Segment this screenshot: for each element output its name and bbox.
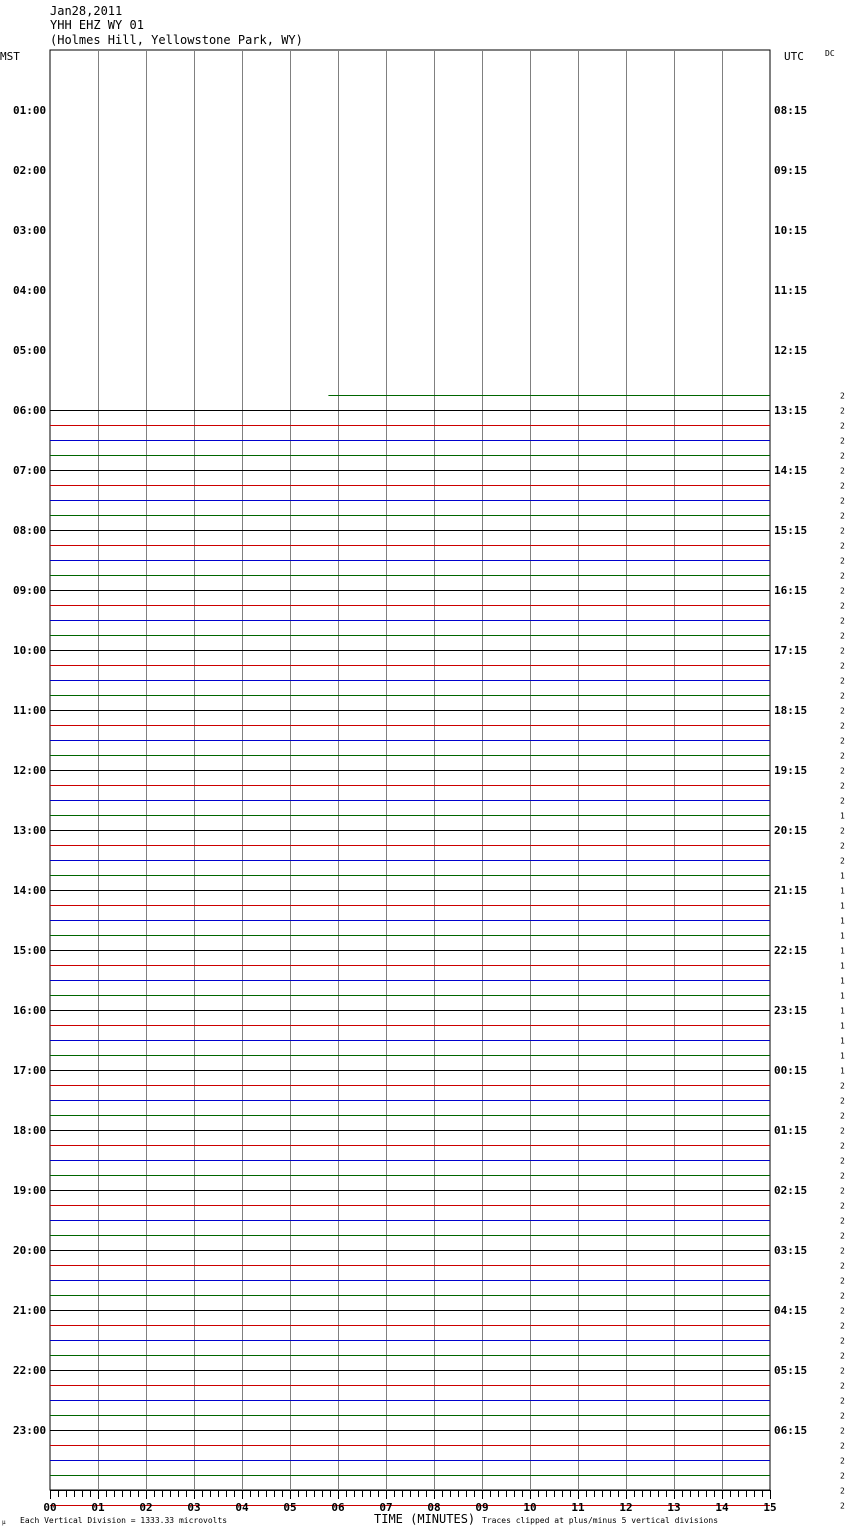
x-tick-label: 11: [571, 1501, 585, 1514]
hour-label-utc: 04:15: [774, 1304, 808, 1317]
hour-label-mst: 10:00: [13, 644, 47, 657]
trace-value-label: 2: [840, 511, 845, 521]
hour-label-mst: 18:00: [13, 1124, 47, 1137]
trace-value-label: 2: [840, 856, 845, 866]
trace-value-label: 2: [840, 1306, 845, 1316]
left-axis-title: MST: [0, 50, 20, 63]
x-tick-label: 01: [91, 1501, 105, 1514]
trace-value-label: 1: [840, 1021, 845, 1031]
hour-label-utc: 14:15: [774, 464, 808, 477]
x-tick-label: 05: [283, 1501, 297, 1514]
hour-label-mst: 08:00: [13, 524, 47, 537]
trace-value-label: 2: [840, 1501, 845, 1511]
trace-value-label: 2: [840, 1276, 845, 1286]
x-tick-label: 03: [187, 1501, 201, 1514]
trace-value-label: 2: [840, 1351, 845, 1361]
trace-value-label: 2: [840, 1381, 845, 1391]
trace-value-label: 1: [840, 1066, 845, 1076]
trace-value-label: 2: [840, 1441, 845, 1451]
trace-value-label: 2: [840, 646, 845, 656]
hour-label-utc: 09:15: [774, 164, 808, 177]
hour-label-mst: 16:00: [13, 1004, 47, 1017]
x-tick-label: 13: [667, 1501, 681, 1514]
hour-label-mst: 02:00: [13, 164, 47, 177]
trace-value-label: 2: [840, 601, 845, 611]
trace-value-label: 2: [840, 721, 845, 731]
trace-value-label: 2: [840, 526, 845, 536]
trace-value-label: 1: [840, 931, 845, 941]
trace-value-label: 1: [840, 811, 845, 821]
hour-label-mst: 22:00: [13, 1364, 47, 1377]
hour-label-mst: 14:00: [13, 884, 47, 897]
hour-label-utc: 22:15: [774, 944, 808, 957]
trace-value-label: 1: [840, 976, 845, 986]
trace-value-label: 2: [840, 781, 845, 791]
station-code: YHH EHZ WY 01: [50, 18, 144, 32]
trace-value-label: 1: [840, 886, 845, 896]
hour-label-mst: 06:00: [13, 404, 47, 417]
trace-value-label: 2: [840, 1156, 845, 1166]
hour-label-utc: 16:15: [774, 584, 808, 597]
x-tick-label: 12: [619, 1501, 633, 1514]
x-tick-label: 04: [235, 1501, 249, 1514]
trace-value-label: 2: [840, 631, 845, 641]
trace-value-label: 2: [840, 841, 845, 851]
trace-value-label: 2: [840, 1261, 845, 1271]
hour-label-mst: 21:00: [13, 1304, 47, 1317]
trace-value-label: 2: [840, 1231, 845, 1241]
trace-value-label: 2: [840, 676, 845, 686]
hour-label-utc: 10:15: [774, 224, 808, 237]
right-axis-title: UTC: [784, 50, 804, 63]
trace-value-label: 2: [840, 1081, 845, 1091]
trace-value-label: 2: [840, 406, 845, 416]
hour-label-utc: 02:15: [774, 1184, 808, 1197]
hour-label-utc: 08:15: [774, 104, 808, 117]
trace-value-label: 1: [840, 1051, 845, 1061]
x-tick-label: 08: [427, 1501, 441, 1514]
trace-value-label: 2: [840, 496, 845, 506]
x-tick-label: 15: [763, 1501, 777, 1514]
trace-value-label: 2: [840, 391, 845, 401]
x-tick-label: 02: [139, 1501, 153, 1514]
trace-value-label: 2: [840, 1471, 845, 1481]
trace-value-label: 2: [840, 616, 845, 626]
x-tick-label: 09: [475, 1501, 489, 1514]
trace-value-label: 2: [840, 1291, 845, 1301]
hour-label-mst: 19:00: [13, 1184, 47, 1197]
trace-value-label: 2: [840, 1141, 845, 1151]
hour-label-utc: 13:15: [774, 404, 808, 417]
trace-value-label: 2: [840, 541, 845, 551]
trace-value-label: 2: [840, 466, 845, 476]
trace-value-label: 2: [840, 421, 845, 431]
trace-value-label: 2: [840, 1411, 845, 1421]
hour-label-mst: 17:00: [13, 1064, 47, 1077]
trace-value-label: 1: [840, 961, 845, 971]
hour-label-utc: 01:15: [774, 1124, 808, 1137]
hour-label-utc: 06:15: [774, 1424, 808, 1437]
hour-label-utc: 05:15: [774, 1364, 808, 1377]
clipping-note: Traces clipped at plus/minus 5 vertical divisions: [482, 1516, 719, 1525]
trace-value-label: 2: [840, 1111, 845, 1121]
x-axis-label: TIME (MINUTES): [374, 1512, 476, 1526]
trace-value-label: 2: [840, 556, 845, 566]
hour-label-mst: 15:00: [13, 944, 47, 957]
hour-label-mst: 23:00: [13, 1424, 47, 1437]
trace-value-label: 2: [840, 796, 845, 806]
trace-value-label: 2: [840, 1201, 845, 1211]
hour-label-utc: 15:15: [774, 524, 808, 537]
trace-value-label: 1: [840, 991, 845, 1001]
hour-label-mst: 04:00: [13, 284, 47, 297]
hour-label-utc: 03:15: [774, 1244, 808, 1257]
trace-value-label: 2: [840, 1336, 845, 1346]
x-tick-label: 10: [523, 1501, 537, 1514]
hour-label-utc: 19:15: [774, 764, 808, 777]
trace-value-label: 1: [840, 916, 845, 926]
trace-value-label: 2: [840, 1426, 845, 1436]
trace-value-label: 2: [840, 826, 845, 836]
hour-label-mst: 01:00: [13, 104, 47, 117]
hour-label-mst: 13:00: [13, 824, 47, 837]
hour-label-mst: 20:00: [13, 1244, 47, 1257]
trace-value-label: 2: [840, 751, 845, 761]
trace-value-label: 2: [840, 1126, 845, 1136]
hour-label-mst: 07:00: [13, 464, 47, 477]
hour-label-utc: 17:15: [774, 644, 808, 657]
hour-label-mst: 12:00: [13, 764, 47, 777]
trace-value-label: 2: [840, 736, 845, 746]
hour-label-utc: 00:15: [774, 1064, 808, 1077]
trace-value-label: 2: [840, 706, 845, 716]
dc-label: DC: [825, 49, 835, 58]
hour-label-utc: 21:15: [774, 884, 808, 897]
hour-label-utc: 11:15: [774, 284, 808, 297]
trace-value-label: 1: [840, 871, 845, 881]
hour-label-utc: 20:15: [774, 824, 808, 837]
trace-value-label: 2: [840, 661, 845, 671]
x-tick-label: 06: [331, 1501, 345, 1514]
trace-value-label: 2: [840, 691, 845, 701]
trace-value-label: 1: [840, 901, 845, 911]
trace-value-label: 2: [840, 1096, 845, 1106]
trace-value-label: 1: [840, 946, 845, 956]
hour-label-mst: 05:00: [13, 344, 47, 357]
x-tick-label: 07: [379, 1501, 393, 1514]
hour-label-mst: 11:00: [13, 704, 47, 717]
vertical-division-note: Each Vertical Division = 1333.33 microvolts: [20, 1516, 228, 1525]
trace-value-label: 2: [840, 766, 845, 776]
trace-value-label: 2: [840, 1171, 845, 1181]
trace-value-label: 2: [840, 571, 845, 581]
hour-label-utc: 12:15: [774, 344, 808, 357]
trace-value-label: 2: [840, 1321, 845, 1331]
hour-label-utc: 18:15: [774, 704, 808, 717]
hour-label-utc: 23:15: [774, 1004, 808, 1017]
trace-value-label: 2: [840, 436, 845, 446]
hour-label-mst: 09:00: [13, 584, 47, 597]
trace-value-label: 2: [840, 1216, 845, 1226]
x-tick-label: 14: [715, 1501, 729, 1514]
trace-value-label: 2: [840, 1456, 845, 1466]
trace-value-label: 2: [840, 1396, 845, 1406]
trace-value-label: 2: [840, 451, 845, 461]
hour-label-mst: 03:00: [13, 224, 47, 237]
trace-value-label: 2: [840, 1486, 845, 1496]
trace-value-label: 2: [840, 481, 845, 491]
trace-value-label: 2: [840, 586, 845, 596]
trace-value-label: 1: [840, 1006, 845, 1016]
trace-value-label: 2: [840, 1246, 845, 1256]
trace-value-label: 2: [840, 1366, 845, 1376]
trace-value-label: 2: [840, 1186, 845, 1196]
station-location: (Holmes Hill, Yellowstone Park, WY): [50, 33, 303, 47]
x-tick-label: 00: [43, 1501, 57, 1514]
trace-value-label: 1: [840, 1036, 845, 1046]
micro-symbol: μ: [2, 1519, 6, 1526]
recording-date: Jan28,2011: [50, 4, 123, 18]
